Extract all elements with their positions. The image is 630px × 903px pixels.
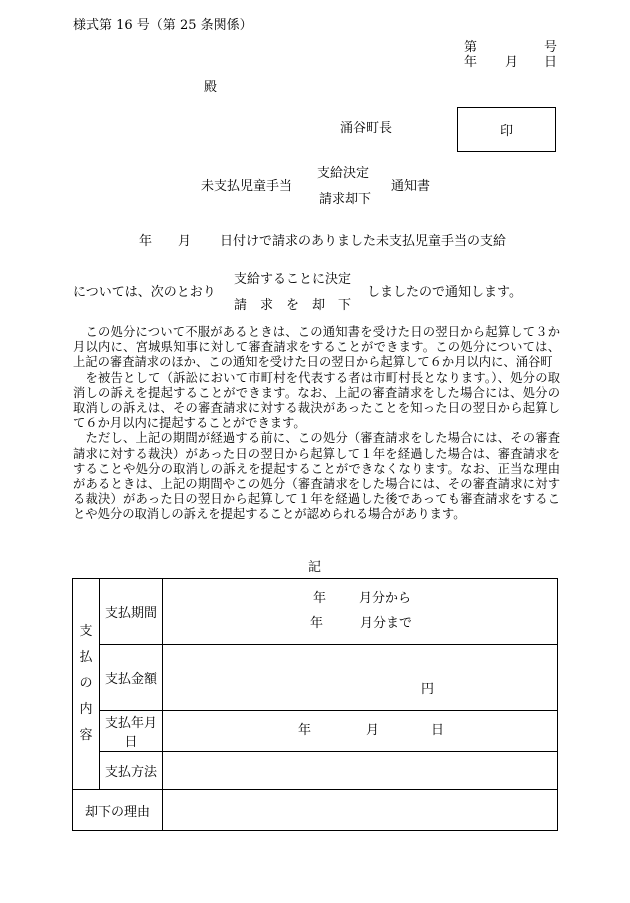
period-from-year: 年 (313, 591, 327, 606)
group-char: 払 (79, 650, 93, 665)
table-row (73, 579, 558, 645)
date-day: 日 (431, 723, 445, 738)
reject-reason-label: 却下の理由 (73, 790, 163, 830)
period-to-year: 年 (310, 616, 324, 631)
table-row (73, 645, 558, 711)
period-label: 支払期間 (100, 579, 163, 645)
body-paragraph: ただし、上記の期間が経過する前に、この処分（審査請求をした場合には、その審査請求に対する裁決）があった日の翌日から起算して１年を経過した場合は、審査請求をすることや処分の取消しの訴えを提起することができなくなります。なお、正当な理由があるときは、上記の期間やこの処分（審査請求をした場合には、その審査請求に対する裁決）があった日の翌日から起算して１年を経過した後であっても審査請求をすることや処分の取消しの訴えを提起することが認められる場合があります。 (73, 431, 560, 522)
claim-year: 年 (139, 234, 153, 249)
period-from-month: 月分から (359, 591, 412, 606)
seal-box (457, 107, 556, 152)
reject-reason-value[interactable] (163, 790, 557, 830)
doc-date-month: 月 (505, 55, 519, 70)
date-month: 月 (366, 723, 380, 738)
group-char: の (79, 676, 93, 691)
table-row (73, 790, 558, 831)
table-row (73, 711, 558, 752)
ki-heading: 記 (308, 560, 322, 575)
title-option-reject: 請求却下 (319, 192, 372, 207)
form-number-label: 様式第 16 号（第 25 条関係） (73, 18, 253, 33)
title-subject: 未支払児童手当 (201, 179, 293, 194)
notice-lead: については、次のとおり (73, 285, 216, 300)
table-row (73, 752, 558, 790)
group-char: 容 (79, 728, 93, 743)
notice-option-reject: 請 求 を 却 下 (234, 298, 352, 313)
method-label: 支払方法 (100, 752, 163, 790)
group-char: 支 (79, 624, 93, 639)
date-year: 年 (298, 723, 312, 738)
doc-date-year: 年 (464, 55, 478, 70)
method-value-cell[interactable] (163, 752, 558, 790)
period-to-month: 月分まで (360, 616, 413, 631)
doc-number-dai: 第 (464, 40, 478, 55)
doc-number-go: 号 (544, 40, 558, 55)
period-value-cell[interactable] (163, 579, 558, 645)
date-value-cell[interactable] (163, 711, 558, 752)
appeal-notice-body (73, 325, 560, 523)
group-char: 内 (79, 702, 93, 717)
title-option-decision: 支給決定 (317, 166, 370, 181)
claim-text: 日付けで請求のありました未支払児童手当の支給 (220, 234, 507, 249)
title-suffix: 通知書 (391, 179, 431, 194)
doc-date-day: 日 (544, 55, 558, 70)
seal-label: 印 (499, 124, 513, 139)
amount-label: 支払金額 (100, 645, 163, 711)
amount-value-cell[interactable] (163, 645, 558, 711)
reject-reason-row (73, 790, 558, 831)
notice-tail: しましたので通知します。 (367, 285, 522, 300)
body-paragraph: を被告として（訴訟において市町村を代表する者は市町村長となります。）、処分の取消しの訴えを提起することができます。なお、上記の審査請求をした場合には、処分の取消しの訴えは、その審査請求に対する裁決があったことを知った日の翌日から起算して６か月以内に提起することができます。 (73, 370, 560, 431)
notice-option-decision: 支給することに決定 (234, 272, 352, 287)
payment-group-label (73, 579, 100, 790)
body-paragraph: この処分について不服があるときは、この通知書を受けた日の翌日から起算して３か月以内に、宮城県知事に対して審査請求をすることができます。この処分については、上記の審査請求のほか、この通知を受けた日の翌日から起算して６か月以内に、涌谷町 (73, 325, 560, 370)
payment-details-table (72, 578, 558, 831)
addressee-suffix: 殿 (204, 80, 218, 95)
claim-month: 月 (178, 234, 192, 249)
date-label: 支払年月日 (100, 711, 163, 752)
amount-unit: 円 (421, 682, 435, 697)
issuer-name: 涌谷町長 (340, 121, 393, 136)
